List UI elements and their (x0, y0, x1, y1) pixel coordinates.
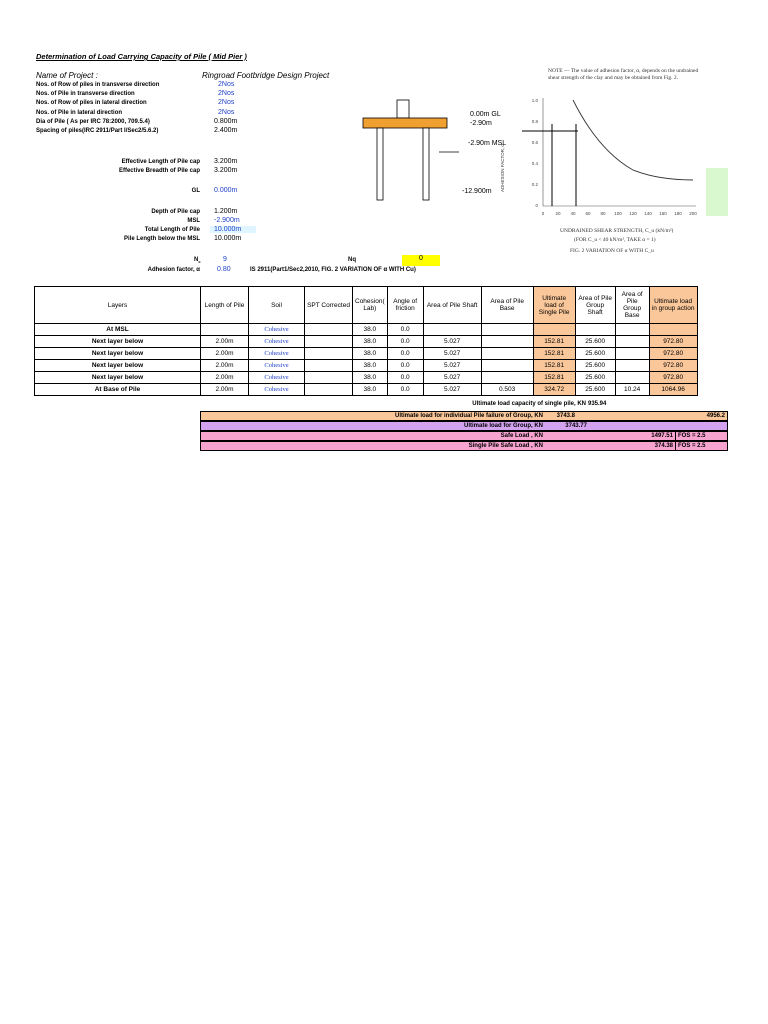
x-tick: 40 (570, 211, 576, 216)
param-label: Nos. of Pile in lateral direction (36, 110, 123, 116)
table-row (35, 324, 698, 336)
toe-level-label: -12.900m (462, 188, 492, 195)
param-value: 0.800m (214, 118, 238, 125)
cell-group-base (615, 372, 649, 384)
cell-shaft-area: 5.027 (423, 348, 481, 360)
nq-label: Nq (348, 257, 356, 263)
cell-group-shaft: 25.600 (575, 336, 615, 348)
depth-value: 1.200m (214, 208, 238, 215)
param-value: 2Nos (218, 81, 235, 88)
cell-layer: At Base of Pile (35, 384, 201, 396)
table-row (35, 348, 698, 360)
adhesion-note: IS 2911(Part1/Sec2,2010, FIG. 2 VARIATION OF α WITH Cu) (250, 267, 416, 273)
param-value: 2Nos (218, 99, 235, 106)
cell-group-base (615, 324, 649, 336)
cell-group-base (615, 348, 649, 360)
cap-bottom-label: -2.90m (470, 120, 492, 127)
cell-layer: Next layer below (35, 372, 201, 384)
figure-ylabel: ADHESION FACTOR, α (500, 143, 505, 192)
figure-plot (518, 94, 706, 218)
table-header-row (35, 287, 698, 324)
cell-ultimate-group: 1064.96 (649, 384, 697, 396)
header-spt: SPT Corrected (305, 287, 353, 324)
cell-layer: Next layer below (35, 336, 201, 348)
cell-length: 2.00m (201, 384, 249, 396)
header-cohesion: Cohesion( Lab) (353, 287, 388, 324)
cell-layer: At MSL (35, 324, 201, 336)
cell-base-area (481, 348, 533, 360)
adhesion-figure (500, 66, 706, 262)
cell-ultimate-group: 972.80 (649, 348, 697, 360)
cell-group-base: 10.24 (615, 384, 649, 396)
cell-ultimate-group (649, 324, 697, 336)
x-tick: 60 (585, 211, 591, 216)
cell-layer: Next layer below (35, 360, 201, 372)
single-capacity-value: 935.94 (588, 401, 607, 407)
x-tick: 140 (644, 211, 652, 216)
cell-cohesion: 38.0 (353, 372, 388, 384)
safe-load-fos: FOS = 2.5 (675, 432, 706, 441)
cell-length: 2.00m (201, 360, 249, 372)
cell-shaft-area: 5.027 (423, 336, 481, 348)
single-safe-load-label: Single Pile Safe Load , KN (468, 443, 543, 449)
pile-cap (363, 118, 447, 128)
cap-breadth-value: 3.200m (214, 167, 238, 174)
single-safe-load-value: 374.38 (654, 443, 673, 449)
msl-value: -2.900m (214, 217, 240, 224)
cell-group-shaft: 25.600 (575, 384, 615, 396)
single-safe-load-fos: FOS = 2.5 (675, 442, 706, 451)
y-tick: 0.6 (531, 140, 538, 145)
cell-group-shaft: 25.600 (575, 360, 615, 372)
adhesion-curve (573, 100, 693, 180)
header-length: Length of Pile (201, 287, 249, 324)
cell-ultimate-group: 972.80 (649, 360, 697, 372)
header-group-shaft: Area of Pile Group Shaft (575, 287, 615, 324)
cell-friction: 0.0 (387, 384, 423, 396)
cell-base-area (481, 372, 533, 384)
cell-friction: 0.0 (387, 324, 423, 336)
cell-cohesion: 38.0 (353, 336, 388, 348)
pile-right (423, 128, 429, 200)
cell-cohesion: 38.0 (353, 348, 388, 360)
cell-length (201, 324, 249, 336)
cell-layer: Next layer below (35, 348, 201, 360)
header-ultimate-single: Ultimate load of Single Pile (533, 287, 575, 324)
adhesion-label: Adhesion factor, α (147, 267, 200, 273)
y-tick: 1.0 (531, 98, 538, 103)
x-tick: 180 (674, 211, 682, 216)
safe-load-row (200, 431, 728, 441)
cell-soil: Cohesive (249, 384, 305, 396)
param-value: 2Nos (218, 109, 235, 116)
single-safe-load-row (200, 441, 728, 451)
msl-level-label: -2.90m MSL (468, 140, 507, 147)
cell-spt (305, 360, 353, 372)
nc-value: 9 (223, 256, 227, 263)
cell-shaft-area (423, 324, 481, 336)
header-shaft-area: Area of Pile Shaft (423, 287, 481, 324)
cell-length: 2.00m (201, 336, 249, 348)
cell-soil: Cohesive (249, 372, 305, 384)
cell-friction: 0.0 (387, 372, 423, 384)
cell-ultimate-single: 152.81 (533, 360, 575, 372)
param-value: 2.400m (214, 127, 238, 134)
single-capacity-label: Ultimate load capacity of single pile, KN (472, 401, 586, 407)
gl-label: GL (191, 188, 200, 194)
param-label: Spacing of piles(IRC 2911/Part I/Sec2/5.6.2) (36, 128, 159, 134)
pier-column (397, 100, 409, 118)
cell-group-shaft: 25.600 (575, 348, 615, 360)
y-tick: 0.8 (531, 119, 538, 124)
x-tick: 20 (555, 211, 561, 216)
header-base-area: Area of Pile Base (481, 287, 533, 324)
individual-failure-row (200, 411, 728, 421)
header-friction: Angle of friction (387, 287, 423, 324)
adhesion-value: 0.80 (217, 266, 231, 273)
nc-label: $N_c$ (194, 257, 201, 265)
cell-friction: 0.0 (387, 348, 423, 360)
cell-friction: 0.0 (387, 360, 423, 372)
cell-shaft-area: 5.027 (423, 384, 481, 396)
nq-value[interactable]: 0 (402, 255, 440, 266)
cell-ultimate-group: 972.80 (649, 336, 697, 348)
cell-ultimate-single (533, 324, 575, 336)
cell-length: 2.00m (201, 372, 249, 384)
total-length-value[interactable]: 10.000m (210, 226, 256, 233)
y-tick: 0.2 (531, 182, 538, 187)
cell-spt (305, 348, 353, 360)
group-load-value: 3743.77 (565, 423, 587, 429)
x-tick: 200 (689, 211, 697, 216)
figure-note: NOTE — The value of adhesion factor, α, depends on the undrained shear strength of the clay and may be obtained from Fig. 2. (548, 68, 699, 81)
y-tick: 0.4 (531, 161, 538, 166)
x-tick: 80 (600, 211, 606, 216)
cell-base-area: 0.503 (481, 384, 533, 396)
cell-group-base (615, 360, 649, 372)
param-value: 2Nos (218, 90, 235, 97)
cell-soil: Cohesive (249, 360, 305, 372)
y-tick: 0 (535, 203, 538, 208)
individual-failure-label: Ultimate load for individual Pile failure of Group, KN (394, 413, 543, 419)
table-row (35, 336, 698, 348)
page-title: Determination of Load Carrying Capacity of Pile ( Mid Pier ) (36, 52, 247, 61)
header-soil: Soil (249, 287, 305, 324)
cell-base-area (481, 360, 533, 372)
cell-cohesion: 38.0 (353, 384, 388, 396)
total-length-label: Total Length of Pile (144, 227, 200, 233)
x-tick: 100 (614, 211, 622, 216)
pile-below-msl-label: Pile Length below the MSL (123, 236, 200, 242)
cell-ultimate-group: 972.80 (649, 372, 697, 384)
cell-soil: Cohesive (249, 348, 305, 360)
cell-spt (305, 336, 353, 348)
cell-group-base (615, 336, 649, 348)
cap-length-label: Effective Length of Pile cap (121, 159, 200, 165)
gl-level-label: 0.00m GL (470, 111, 501, 118)
pile-below-msl-value: 10.000m (214, 235, 242, 242)
param-label: Nos. of Pile in transverse direction (36, 91, 135, 97)
x-tick: 160 (659, 211, 667, 216)
cell-group-shaft (575, 324, 615, 336)
cell-ultimate-single: 152.81 (533, 336, 575, 348)
figure-xlabel: UNDRAINED SHEAR STRENGTH, C_u (kN/m²) (560, 228, 674, 234)
cell-group-shaft: 25.600 (575, 372, 615, 384)
header-group-base: Area of Pile Group Base (615, 287, 649, 324)
cell-ultimate-single: 324.72 (533, 384, 575, 396)
table-row (35, 384, 698, 396)
gl-value: 0.000m (214, 187, 238, 194)
safe-load-value: 1497.51 (651, 433, 673, 439)
figure-caption: FIG. 2 VARIATION OF α WITH C_u (570, 248, 654, 254)
header-layers: Layers (35, 287, 201, 324)
x-tick: 0 (541, 211, 545, 216)
group-load-row (200, 421, 728, 431)
individual-failure-value: 3743.8 (556, 413, 575, 419)
param-label: Nos. of Row of piles in transverse direction (36, 82, 160, 88)
param-label: Dia of Pile ( As per IRC 78:2000, 709.5.4) (36, 119, 150, 125)
project-label: Name of Project : (36, 71, 98, 80)
cell-friction: 0.0 (387, 336, 423, 348)
depth-label: Depth of Pile cap (151, 209, 200, 215)
figure-xnote: (FOR C_u < 40 kN/m², TAKE α = 1) (574, 237, 656, 243)
msl-label: MSL (187, 218, 200, 224)
cap-length-value: 3.200m (214, 158, 238, 165)
cell-spt (305, 324, 353, 336)
header-ultimate-group: Ultimate load in group action (649, 287, 697, 324)
cell-cohesion: 38.0 (353, 324, 388, 336)
green-cell (706, 168, 728, 216)
cell-spt (305, 372, 353, 384)
x-tick: 120 (629, 211, 637, 216)
param-label: Nos. of Row of piles in lateral direction (36, 100, 147, 106)
cell-shaft-area: 5.027 (423, 372, 481, 384)
cell-cohesion: 38.0 (353, 360, 388, 372)
project-name: Ringroad Footbridge Design Project (202, 71, 330, 80)
cell-ultimate-single: 152.81 (533, 348, 575, 360)
cell-spt (305, 384, 353, 396)
table-row (35, 372, 698, 384)
individual-failure-value2: 4956.2 (706, 413, 725, 419)
pile-diagram (355, 96, 465, 204)
cell-ultimate-single: 152.81 (533, 372, 575, 384)
table-row (35, 360, 698, 372)
group-load-label: Ultimate load for Group, KN (463, 423, 543, 429)
cap-breadth-label: Effective Breadth of Pile cap (118, 168, 200, 174)
cell-length: 2.00m (201, 348, 249, 360)
pile-left (377, 128, 383, 200)
load-table (34, 286, 698, 396)
cell-shaft-area: 5.027 (423, 360, 481, 372)
cell-soil: Cohesive (249, 324, 305, 336)
cell-base-area (481, 336, 533, 348)
cell-base-area (481, 324, 533, 336)
safe-load-label: Safe Load , KN (500, 433, 543, 439)
cell-soil: Cohesive (249, 336, 305, 348)
